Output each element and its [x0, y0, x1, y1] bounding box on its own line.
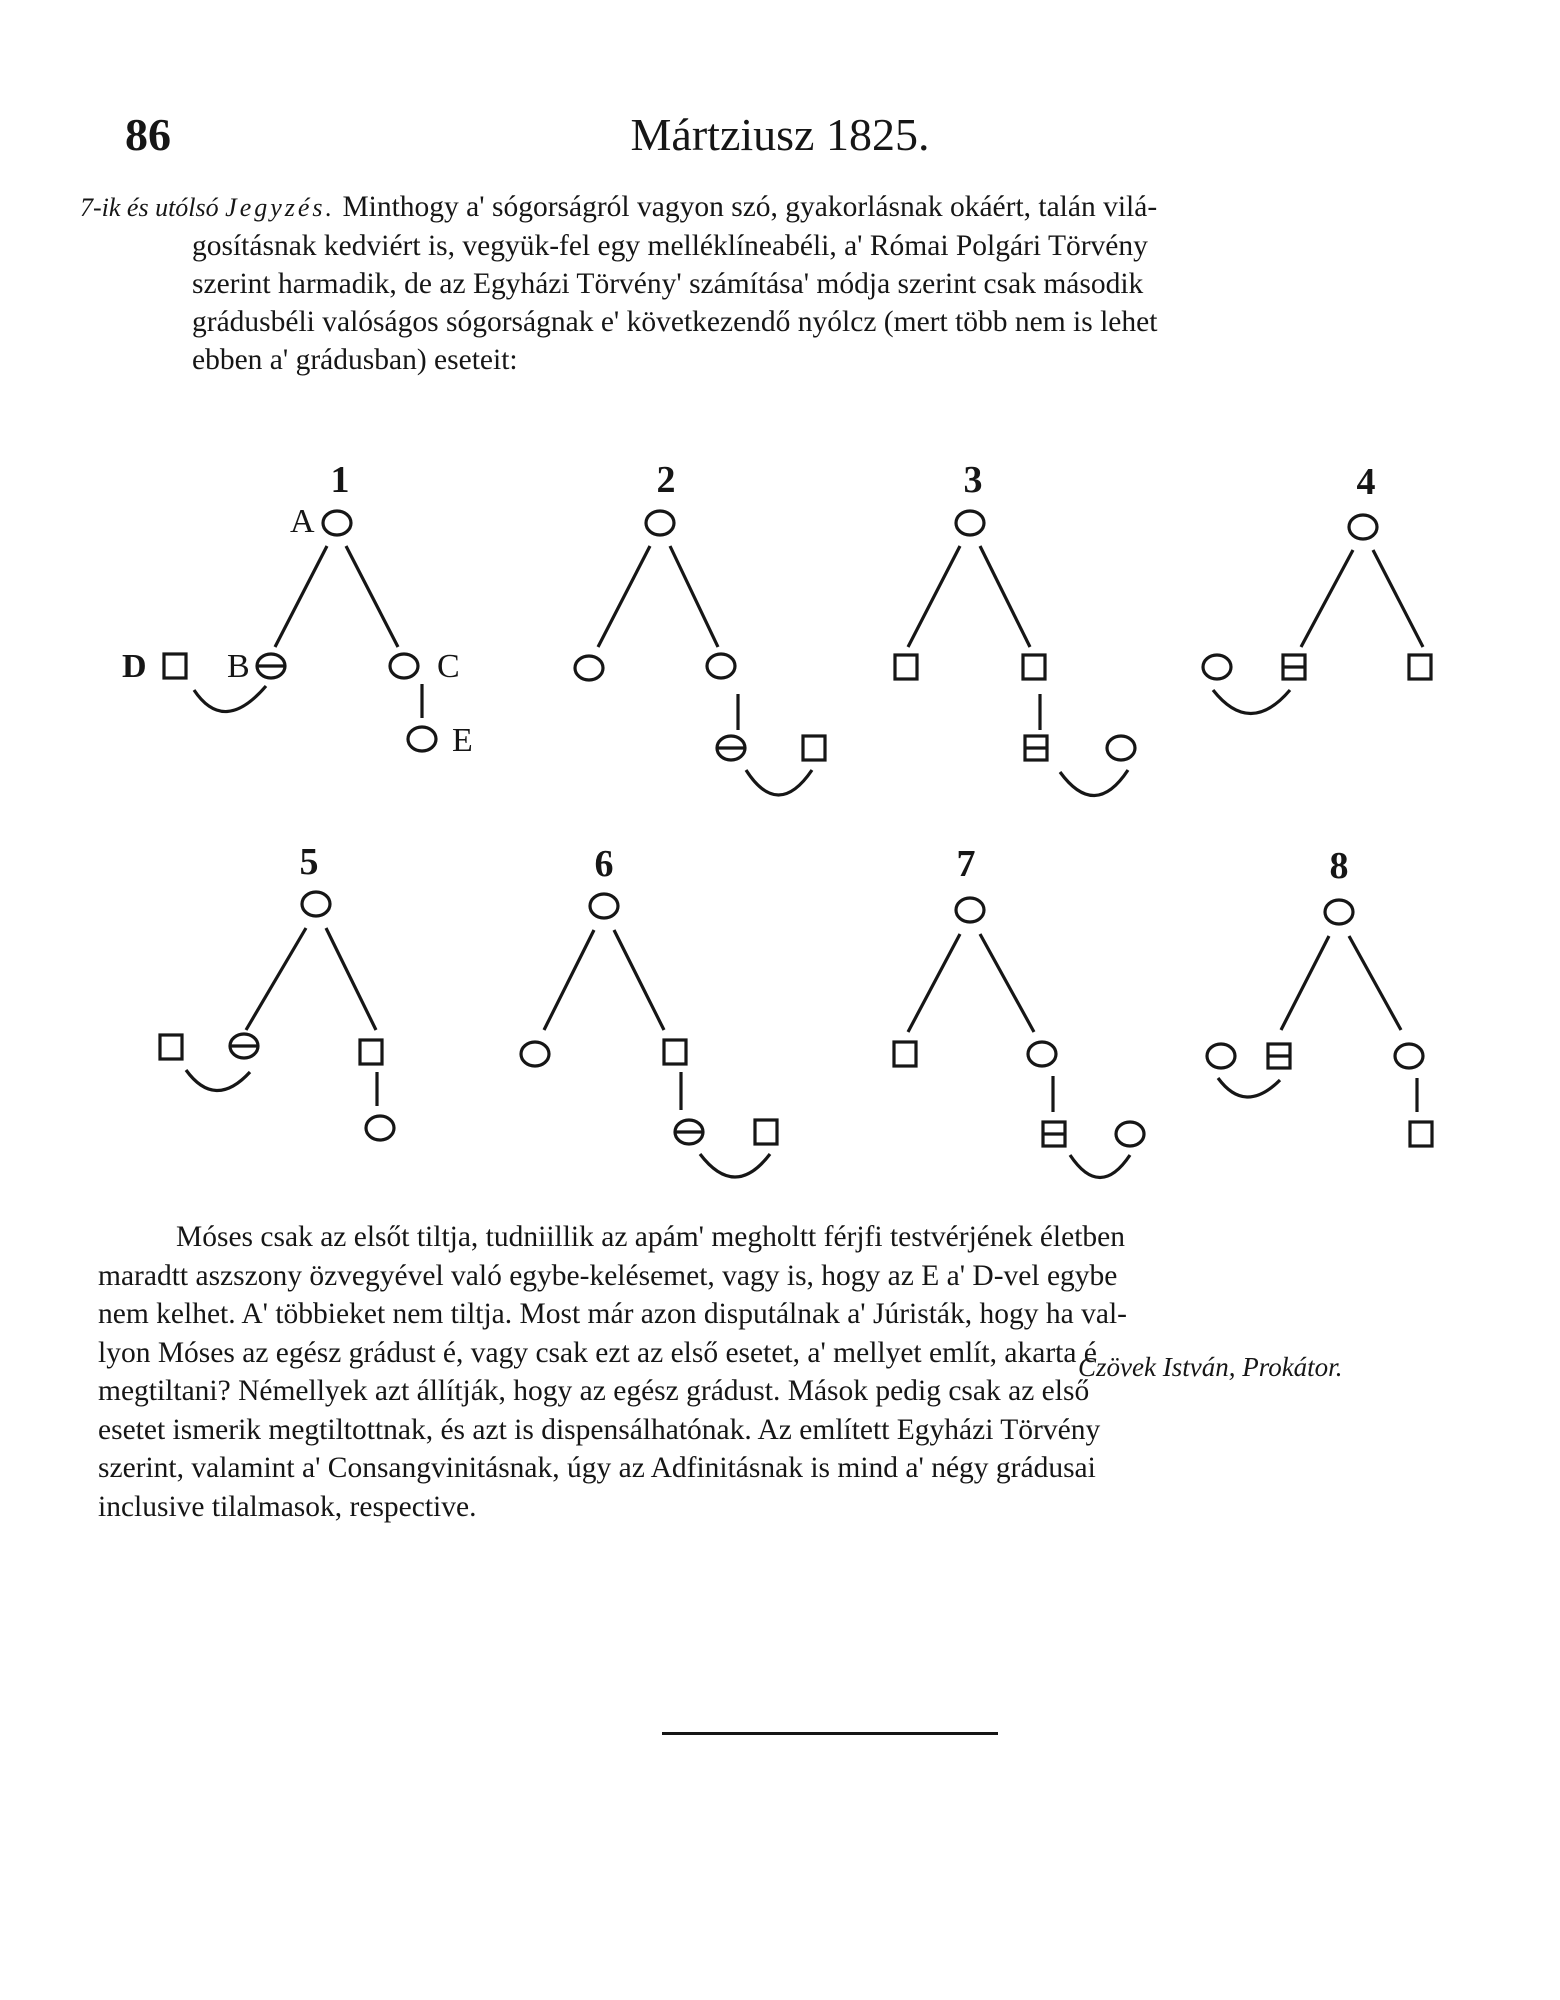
branch-line: [908, 934, 960, 1032]
marriage-arc: [1218, 1078, 1280, 1097]
branch-line: [346, 546, 398, 647]
kinship-diagrams: [0, 440, 1560, 1200]
closing-rule: [662, 1732, 998, 1735]
male-square: [1023, 655, 1045, 679]
page-number: 86: [125, 109, 171, 160]
male-square: [664, 1040, 686, 1064]
branch-line: [670, 546, 718, 647]
branch-line: [1373, 550, 1423, 647]
marriage-arc: [1213, 690, 1290, 714]
branch-line: [1349, 936, 1401, 1030]
ancestor-circle: [956, 898, 984, 922]
label-c: C: [437, 648, 460, 685]
body-line-4: lyon Móses az egész grádust é, vagy csak ezt az első esetet, a' mellyet említ, akarta é: [98, 1336, 1097, 1369]
label-e: E: [452, 722, 473, 759]
page-header: [0, 108, 1560, 168]
signature: Czövek István, Prokátor.: [1078, 1352, 1343, 1382]
diagram-number: 6: [594, 843, 614, 885]
diagram-number: 7: [956, 843, 976, 885]
note-line-5: ebben a' grádusban) eseteit:: [192, 344, 518, 376]
body-line-6: esetet ismerik megtiltottnak, és azt is dispensálhatónak. Az említett Egyházi Törvény: [98, 1413, 1101, 1446]
branch-line: [598, 546, 650, 647]
male-square: [164, 654, 186, 678]
note-paragraph: [80, 188, 1520, 379]
female-circle: [1203, 655, 1231, 679]
note-label: 7-ik és utólsó Jegyzés.: [80, 193, 336, 222]
running-title: Mártziusz 1825.: [630, 109, 930, 160]
diagram-number: 8: [1329, 845, 1349, 887]
branch-line: [246, 928, 306, 1030]
ancestor-circle: [1349, 515, 1377, 539]
body-line-5: megtiltani? Némellyek azt állítják, hogy az egész grádust. Mások pedig csak az első: [98, 1375, 1090, 1407]
body-line-8: inclusive tilalmasok, respective.: [98, 1490, 477, 1523]
ancestor-circle: [590, 894, 618, 918]
diagram-number: 2: [656, 459, 676, 501]
note-line-4: grádusbéli valóságos sógorságnak e' következendő nyólcz (mert több nem is lehet: [192, 306, 1158, 338]
marriage-arc: [194, 686, 266, 712]
female-circle: [521, 1042, 549, 1066]
male-square: [894, 1042, 916, 1066]
ancestor-circle: [1325, 900, 1353, 924]
body-line-3: nem kelhet. A' többieket nem tiltja. Most már azon disputálnak a' Júristák, hogy ha val-: [98, 1298, 1127, 1330]
branch-line: [326, 928, 376, 1030]
branch-line: [544, 930, 594, 1030]
female-circle: [390, 654, 418, 678]
female-circle: [1395, 1044, 1423, 1068]
female-circle: [1028, 1042, 1056, 1066]
branch-line: [980, 546, 1030, 647]
diagram-3: [895, 459, 1135, 796]
branch-line: [908, 546, 960, 647]
body-line-1: Móses csak az elsőt tiltja, tudniillik az apám' megholtt férjfi testvérjének életben: [176, 1221, 1126, 1253]
label-d: D: [122, 648, 147, 685]
branch-line: [1281, 936, 1329, 1030]
diagram-number: 1: [330, 459, 350, 501]
ancestor-circle: [956, 511, 984, 535]
female-circle: [408, 727, 436, 751]
diagram-8: [1207, 845, 1432, 1146]
marriage-arc: [746, 770, 812, 795]
female-circle: [366, 1116, 394, 1140]
ancestor-circle: [302, 892, 330, 916]
diagram-number: 3: [963, 459, 983, 501]
ancestor-circle: [646, 511, 674, 535]
female-circle: [707, 654, 735, 678]
diagram-5: [160, 841, 394, 1140]
note-line-2: gosításnak kedviért is, vegyük-fel egy melléklíneabéli, a' Római Polgári Törvény: [192, 230, 1148, 262]
male-square: [803, 736, 825, 760]
branch-line: [980, 934, 1034, 1032]
male-square: [360, 1040, 382, 1064]
body-line-2: maradtt aszszony özvegyével való egybe-kelésemet, vagy is, hogy az E a' D-vel egybe: [98, 1259, 1118, 1292]
male-square: [895, 655, 917, 679]
diagram-1: [122, 459, 473, 759]
diagram-6: [521, 843, 777, 1177]
label-a: A: [290, 503, 315, 540]
branch-line: [614, 930, 664, 1030]
diagram-number: 4: [1356, 461, 1376, 503]
female-circle: [575, 656, 603, 680]
note-line-1: 7-ik és utólsó Jegyzés. Minthogy a' sógorságról vagyon szó, gyakorlásnak okáért, talán vilá-: [80, 191, 1158, 223]
note-line-3: szerint harmadik, de az Egyházi Törvény' számítása' módja szerint csak második: [192, 268, 1144, 300]
body-line-7: szerint, valamint a' Consangvinitásnak, úgy az Adfinitásnak is mind a' négy grádusai: [98, 1452, 1096, 1484]
diagram-2: [575, 459, 825, 795]
male-square: [160, 1035, 182, 1059]
branch-line: [1301, 550, 1353, 647]
female-circle: [1116, 1122, 1144, 1146]
branch-line: [275, 546, 327, 647]
ancestor-circle: [323, 511, 351, 535]
marriage-arc: [186, 1070, 250, 1091]
label-b: B: [227, 648, 250, 685]
marriage-arc: [1070, 1155, 1130, 1178]
male-square: [1409, 655, 1431, 679]
female-circle: [1207, 1044, 1235, 1068]
diagram-7: [894, 843, 1144, 1178]
female-circle: [1107, 736, 1135, 760]
diagram-4: [1203, 461, 1431, 714]
diagram-number: 5: [299, 841, 319, 883]
marriage-arc: [1060, 770, 1128, 796]
male-square: [755, 1120, 777, 1144]
marriage-arc: [700, 1154, 770, 1177]
male-square: [1410, 1122, 1432, 1146]
